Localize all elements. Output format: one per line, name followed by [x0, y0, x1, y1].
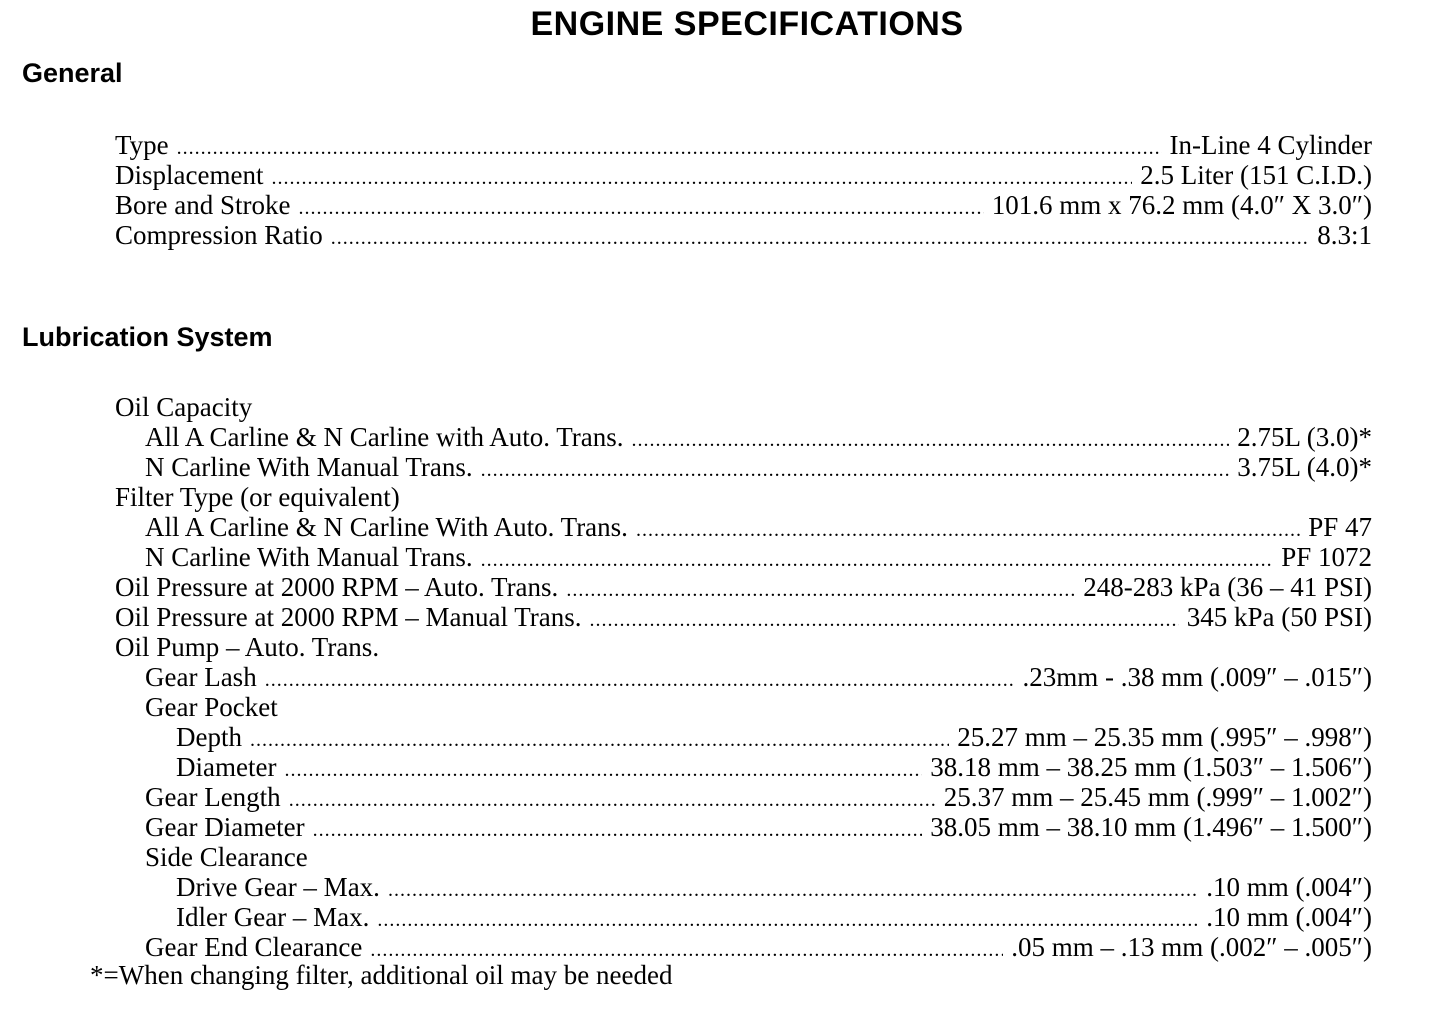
page-title: ENGINE SPECIFICATIONS	[530, 5, 964, 43]
spec-group-gear-pocket	[0, 692, 1372, 722]
spec-row-oil-capacity-manual	[0, 452, 1372, 482]
dot-leader	[298, 193, 983, 223]
general-spec-list	[0, 130, 1440, 250]
spec-row-displacement	[0, 160, 1372, 190]
spec-group-label: Side Clearance	[145, 842, 308, 872]
dot-leader	[289, 785, 936, 815]
spec-value: 25.37 mm – 25.45 mm (.999″ – 1.002″)	[943, 782, 1372, 812]
spec-row-type	[0, 130, 1372, 160]
spec-value: 345 kPa (50 PSI)	[1186, 602, 1372, 632]
spec-group-filter-type	[0, 482, 1372, 512]
dot-leader	[265, 665, 1015, 695]
spec-label: Displacement	[115, 160, 264, 190]
spec-label: Idler Gear – Max.	[176, 902, 370, 932]
dot-leader	[331, 223, 1309, 253]
dot-leader	[636, 515, 1300, 545]
spec-row-idler-gear	[0, 902, 1372, 932]
dot-leader	[590, 605, 1179, 635]
spec-value: .10 mm (.004″)	[1206, 902, 1372, 932]
dot-leader	[481, 545, 1274, 575]
spec-label: Gear Lash	[145, 662, 257, 692]
spec-label: Gear Length	[145, 782, 281, 812]
dot-leader	[388, 875, 1198, 905]
spec-group-label: Filter Type (or equivalent)	[115, 482, 400, 512]
dot-leader	[313, 815, 923, 845]
dot-leader	[271, 163, 1132, 193]
spec-value: PF 1072	[1281, 542, 1372, 572]
spec-group-label: Gear Pocket	[145, 692, 278, 722]
spec-label: Type	[115, 130, 169, 160]
spec-row-filter-manual	[0, 542, 1372, 572]
spec-row-gear-end-clearance	[0, 932, 1372, 962]
lubrication-spec-list	[0, 392, 1440, 962]
spec-label: Depth	[176, 722, 242, 752]
spec-row-bore-stroke	[0, 190, 1372, 220]
spec-value: .10 mm (.004″)	[1206, 872, 1372, 902]
spec-row-gear-lash	[0, 662, 1372, 692]
spec-group-label: Oil Capacity	[115, 392, 253, 422]
spec-value: 25.27 mm – 25.35 mm (.995″ – .998″)	[957, 722, 1372, 752]
dot-leader	[481, 455, 1230, 485]
dot-leader	[177, 133, 1162, 163]
dot-leader	[377, 905, 1198, 935]
spec-row-compression-ratio	[0, 220, 1372, 250]
spec-value: .23mm - .38 mm (.009″ – .015″)	[1022, 662, 1372, 692]
spec-value: 2.75L (3.0)*	[1237, 422, 1372, 452]
footnote: *=When changing filter, additional oil may be needed	[90, 960, 673, 990]
spec-label: Drive Gear – Max.	[176, 872, 380, 902]
spec-group-oil-pump	[0, 632, 1372, 662]
spec-label: Bore and Stroke	[115, 190, 291, 220]
spec-row-oil-pressure-auto	[0, 572, 1372, 602]
section-heading-lubrication: Lubrication System	[22, 322, 273, 352]
spec-row-drive-gear	[0, 872, 1372, 902]
spec-group-side-clearance	[0, 842, 1372, 872]
dot-leader	[632, 425, 1230, 455]
spec-label: Oil Pressure at 2000 RPM – Manual Trans.	[115, 602, 582, 632]
spec-label: All A Carline & N Carline with Auto. Trans.	[145, 422, 624, 452]
section-heading-general: General	[22, 58, 123, 88]
spec-row-gear-length	[0, 782, 1372, 812]
spec-value: 38.18 mm – 38.25 mm (1.503″ – 1.506″)	[930, 752, 1372, 782]
spec-row-pocket-depth	[0, 722, 1372, 752]
spec-value: 248-283 kPa (36 – 41 PSI)	[1083, 572, 1372, 602]
dot-leader	[566, 575, 1075, 605]
spec-row-oil-capacity-auto	[0, 422, 1372, 452]
spec-value: PF 47	[1308, 512, 1372, 542]
spec-row-pocket-diameter	[0, 752, 1372, 782]
spec-value: .05 mm – .13 mm (.002″ – .005″)	[1011, 932, 1372, 962]
spec-group-label: Oil Pump – Auto. Trans.	[115, 632, 380, 662]
spec-label: Gear Diameter	[145, 812, 305, 842]
spec-label: N Carline With Manual Trans.	[145, 452, 473, 482]
dot-leader	[250, 725, 949, 755]
spec-value: 2.5 Liter (151 C.I.D.)	[1140, 160, 1372, 190]
spec-value: 38.05 mm – 38.10 mm (1.496″ – 1.500″)	[930, 812, 1372, 842]
spec-row-oil-pressure-manual	[0, 602, 1372, 632]
spec-row-gear-diameter	[0, 812, 1372, 842]
spec-label: Oil Pressure at 2000 RPM – Auto. Trans.	[115, 572, 559, 602]
spec-value: 3.75L (4.0)*	[1237, 452, 1372, 482]
spec-label: Gear End Clearance	[145, 932, 363, 962]
spec-value: 101.6 mm x 76.2 mm (4.0″ X 3.0″)	[991, 190, 1372, 220]
spec-value: In-Line 4 Cylinder	[1169, 130, 1372, 160]
spec-label: Compression Ratio	[115, 220, 323, 250]
spec-label: All A Carline & N Carline With Auto. Trans.	[145, 512, 628, 542]
spec-label: Diameter	[176, 752, 277, 782]
spec-label: N Carline With Manual Trans.	[145, 542, 473, 572]
spec-value: 8.3:1	[1317, 220, 1372, 250]
spec-row-filter-auto	[0, 512, 1372, 542]
spec-group-oil-capacity	[0, 392, 1372, 422]
dot-leader	[284, 755, 922, 785]
